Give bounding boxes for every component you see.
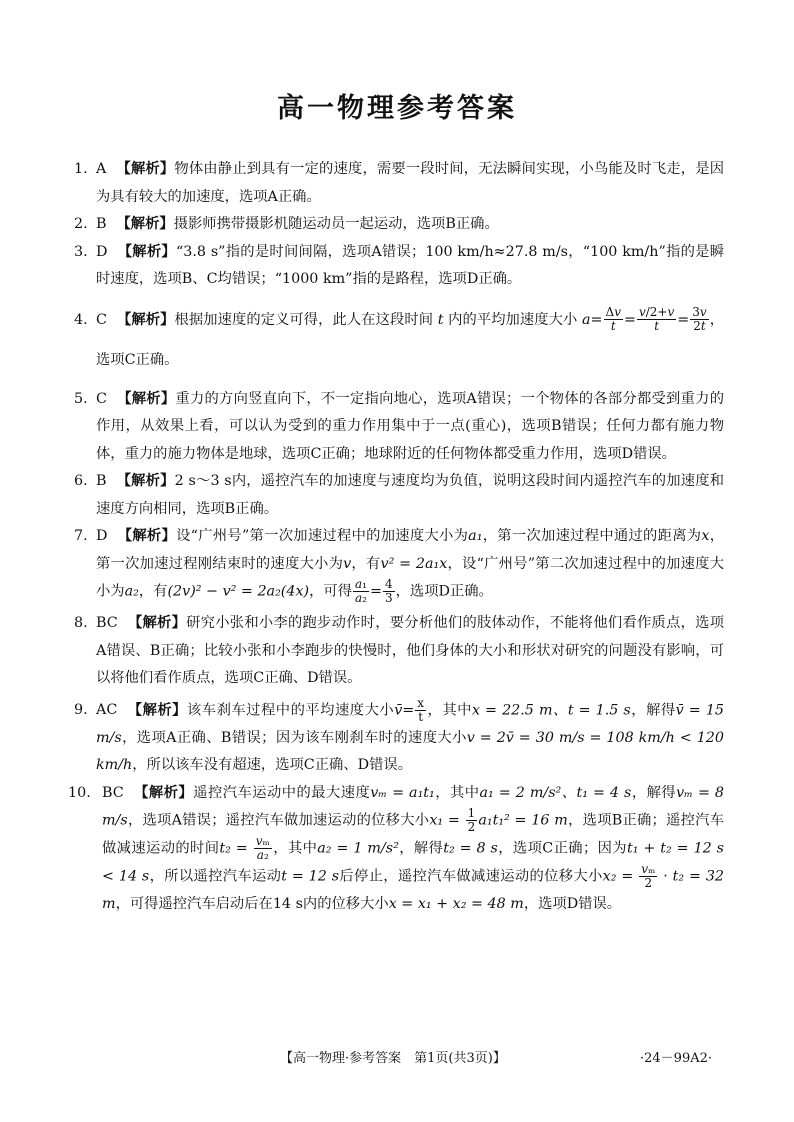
- item-text: ，有: [351, 555, 381, 572]
- analysis-tag: 【解析】: [116, 473, 175, 489]
- answer-item-1: [74, 156, 724, 211]
- math-var: a₁: [468, 528, 483, 544]
- fraction: $\frac{\text{vₘ}}{2}$: [641, 862, 656, 890]
- analysis-tag: 【解析】: [116, 390, 176, 407]
- item-text: ，解得: [631, 784, 677, 801]
- item-number: 6.: [74, 473, 88, 489]
- footer-code: ·24－99A2·: [640, 1051, 713, 1066]
- item-text: ，可得遥控汽车启动后在14 s内的位移大小: [115, 896, 389, 912]
- answer-choice: AC: [96, 702, 118, 718]
- math-expr: v² = 2a₁x: [380, 555, 448, 572]
- fraction: $\frac{x}{t}$: [417, 695, 425, 724]
- fraction: $\frac{1}{2}$: [467, 806, 476, 834]
- math-var: t: [437, 311, 444, 328]
- fraction: $\frac{\text{vₘ}}{\text{a₂}}$: [255, 834, 270, 862]
- item-text: ，有: [138, 583, 168, 600]
- math-expr: x = 22.5 m、t = 1.5 s: [471, 702, 631, 718]
- answer-item-7: 7. D 【解析】设“广州号”第一次加速过程中的加速度大小为a₁，第一次加速过程中通过的距离为x，第一次加速过程刚结束时的速度大小为v，有v² = 2a₁x，设“广州号”第二次加速过程中的加速度大小为a₂，有(2v)² − v² = 2a₂(4x)，可得 $\frac{\text{a₁}}{\text{a₂}}$ = $\frac{4}{3}$ ，选项D正确。: [74, 523, 724, 606]
- answer-choice: A: [96, 161, 107, 177]
- item-text: ，选项C正确；因为: [497, 840, 627, 857]
- item-text: 物体由静止到具有一定的速度，需要一段时间，无法瞬间实现，小鸟能及时飞走，是因为具有较大的加速度，选项A正确。: [96, 161, 724, 205]
- math-expr: vₘ = 8 m/s: [102, 784, 725, 829]
- math-expr: a₁t₁² = 16 m: [478, 812, 568, 829]
- analysis-tag: 【解析】: [127, 702, 187, 718]
- item-number: 2.: [74, 216, 88, 232]
- item-text: ，设“广州号”第二次加速过程中的加速度大小为: [96, 555, 725, 600]
- fraction: $\frac{v/2+v}{t}$: [638, 305, 675, 333]
- math-expr: x₁ =: [429, 812, 465, 829]
- fraction: $\frac{\Delta v}{t}$: [605, 305, 621, 333]
- item-text: 2 s～3 s内，遥控汽车的加速度与速度均为负值，说明这段时间内遥控汽车的加速度和速度方向相同，选项B正确。: [96, 473, 725, 517]
- answer-item-4: 4. C 【解析】根据加速度的定义可得，此人在这段时间 t 内的平均加速度大小 a= $\frac{\Delta v}{t}$ = $\frac{v/2+v}{t}$ = $\frac{3v}{2t}$ ，选项C正确。: [74, 300, 724, 380]
- answer-choice: B: [96, 473, 107, 489]
- math-expr: a₁ = 2 m/s²、t₁ = 4 s: [479, 784, 632, 801]
- analysis-tag: 【解析】: [117, 528, 177, 544]
- math-expr: t = 12 s: [281, 868, 340, 885]
- item-number: 10.: [68, 784, 91, 801]
- analysis-tag: 【解析】: [116, 161, 175, 177]
- answer-item-8: [74, 610, 724, 693]
- math-expr: t₁ + t₂ = 12 s < 14 s: [102, 840, 725, 885]
- item-text: ，第一次加速过程中通过的距离为: [482, 528, 702, 544]
- answer-choice: B: [96, 216, 107, 232]
- analysis-tag: 【解析】: [116, 311, 175, 328]
- item-text: ，选项D错误。: [523, 896, 622, 912]
- item-number: 4.: [74, 311, 88, 328]
- item-text: ，选项D正确。: [395, 583, 493, 600]
- item-text: ，可得: [309, 583, 353, 600]
- item-text: 后停止，遥控汽车做减速运动的位移大小: [339, 868, 603, 885]
- math-var: v̄: [394, 702, 403, 718]
- item-number: 7.: [74, 528, 88, 544]
- item-text: ，选项A正确、B错误；因为该车刚刹车时的速度大小: [121, 729, 467, 746]
- answer-choice: C: [96, 311, 107, 328]
- answer-item-5: [74, 386, 724, 469]
- analysis-tag: 【解析】: [117, 243, 176, 260]
- math-expr: x = x₁ + x₂ = 48 m: [388, 896, 524, 912]
- item-text: ，所以遥控汽车运动: [149, 868, 282, 885]
- item-text: 研究小张和小李的跑步动作时，要分析他们的肢体动作，不能将他们看作质点，选项A错误、B正确；比较小张和小李跑步的快慢时，他们身体的大小和形状对研究的问题没有影响，可以将他们看作质点，选项C正确、D错误。: [96, 615, 724, 686]
- analysis-tag: 【解析】: [133, 784, 194, 801]
- footer-page-info: 【高一物理·参考答案 第1页(共3页)】: [280, 1051, 506, 1066]
- math-var: x: [701, 528, 710, 544]
- item-text: 重力的方向竖直向下，不一定指向地心，选项A错误；一个物体的各部分都受到重力的作用，从效果上看，可以认为受到的重力作用集中于一点(重心)，选项B错误；任何力都有施力物体，重力的施力物体是地球，选项C正确；地球附近的任何物体都受重力作用，选项D错误。: [96, 390, 725, 462]
- item-text: ，所以该车没有超速，选项C正确、D错误。: [132, 757, 412, 773]
- answer-choice: BC: [96, 615, 118, 631]
- answer-choice: D: [96, 243, 108, 260]
- item-text: “3.8 s”指的是时间间隔，选项A错误；100 km/h≈27.8 m/s，“100 km/h”指的是瞬时速度，选项B、C均错误；“1000 km”指的是路程，选项D正确。: [96, 243, 724, 287]
- page-title: 高一物理参考答案: [277, 93, 517, 124]
- math-expr: a₂ = 1 m/s²: [317, 840, 399, 857]
- math-expr: t₂ = 8 s: [443, 840, 498, 857]
- fraction: $\frac{\text{a₁}}{\text{a₂}}$: [355, 577, 367, 605]
- item-text: 内的平均加速度大小: [448, 311, 578, 328]
- item-text: 该车刹车过程中的平均速度大小: [186, 702, 395, 718]
- answer-item-9: 9. AC 【解析】该车刹车过程中的平均速度大小v̄= $\frac{x}{t}$ ，其中x = 22.5 m、t = 1.5 s，解得v̄ = 15 m/s，选项A正确、B错误；因为该车刚刹车时的速度大小v = 2v̄ = 30 m/s = 108 km/h < 120 km/h，所以该车没有超速，选项C正确、D错误。: [74, 695, 725, 773]
- analysis-tag: 【解析】: [116, 216, 174, 232]
- math-expr: · t₂ = 32 m: [102, 868, 725, 912]
- item-text: 摄影师携带摄影机随运动员一起运动，选项B正确。: [173, 216, 499, 232]
- item-number: 5.: [74, 390, 88, 407]
- math-expr: vₘ = a₁t₁: [370, 784, 435, 801]
- item-text: 遥控汽车运动中的最大速度: [193, 784, 371, 801]
- item-text: ，选项C正确。: [96, 311, 725, 368]
- item-text: ，其中: [272, 840, 318, 857]
- item-number: 9.: [74, 701, 88, 718]
- answer-choice: C: [96, 390, 107, 407]
- math-expr: v = 2v̄ = 30 m/s = 108 km/h < 120 km/h: [96, 729, 724, 773]
- analysis-tag: 【解析】: [127, 615, 187, 631]
- item-text: ，其中: [427, 702, 472, 718]
- fraction: $\frac{4}{3}$: [384, 577, 393, 605]
- math-expr: x₂ =: [602, 868, 639, 885]
- answer-item-10: [68, 780, 725, 919]
- answer-item-2: [74, 211, 724, 239]
- item-text: ，其中: [434, 784, 480, 801]
- item-number: 8.: [74, 615, 88, 631]
- answer-list: [68, 156, 725, 919]
- math-var: a₂: [124, 583, 139, 600]
- math-expr: (2v)² − v² = 2a₂(4x): [167, 583, 310, 600]
- answer-choice: BC: [102, 784, 124, 801]
- answer-item-6: [74, 468, 724, 523]
- item-text: ，第一次加速过程刚结束时的速度大小为: [96, 528, 725, 572]
- fraction: $\frac{3v}{2t}$: [692, 305, 707, 333]
- item-number: 1.: [74, 161, 88, 177]
- math-var: v: [343, 555, 352, 572]
- item-text: ，选项B正确；遥控汽车做减速运动的时间: [102, 812, 725, 857]
- item-text: 根据加速度的定义可得，此人在这段时间: [174, 311, 434, 328]
- item-text: ，解得: [630, 702, 676, 718]
- answer-choice: D: [96, 528, 108, 544]
- math-var: a: [582, 311, 591, 328]
- math-expr: t₂ =: [219, 840, 253, 857]
- item-text: ，解得: [398, 840, 444, 857]
- answer-item-3: [74, 239, 724, 294]
- math-expr: v̄ = 15 m/s: [96, 702, 725, 746]
- item-text: ，选项A错误；遥控汽车做加速运动的位移大小: [127, 812, 430, 829]
- item-text: 设“广州号”第一次加速过程中的加速度大小为: [176, 528, 469, 544]
- item-number: 3.: [74, 243, 88, 260]
